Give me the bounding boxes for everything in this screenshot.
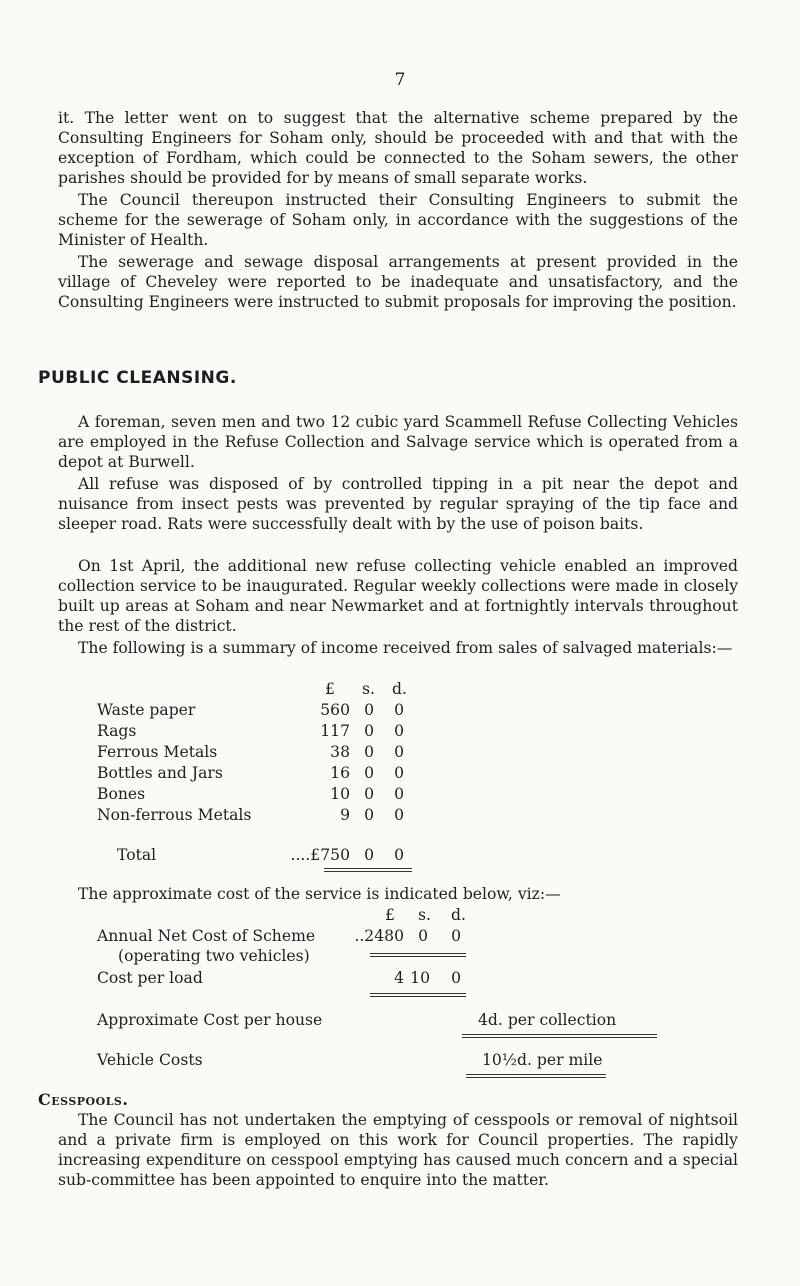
annual-cost-pence: 0 [451, 927, 461, 945]
paragraph-refuse-tipping: All refuse was disposed of by controlled tipping in a pit near the depot and nuisance from insect pests was prevented by regular spraying of the tip face and sleeper road. Rats were successfully dealt with by the use of poison baits. [58, 475, 738, 533]
row-label: Ferrous Metals [97, 743, 218, 761]
row-pounds: 117 [320, 722, 350, 740]
row-pence: 0 [394, 785, 404, 803]
annual-cost-pounds: ..2480 [354, 927, 404, 945]
row-pence: 0 [394, 701, 404, 719]
section-heading-public-cleansing: PUBLIC CLEANSING. [38, 368, 237, 388]
paragraph-cesspools: The Council has not undertaken the emptying of cesspools or removal of nightsoil and a private firm is employed on this work for Council properties. The rapidly increasing expenditure on cesspool emptying has caused much concern and a special sub-committee has been appointed to enquire into the matter. [58, 1111, 738, 1189]
load-cost-pounds: 4 [394, 969, 404, 987]
load-cost-pence: 0 [451, 969, 461, 987]
header-shillings: s. [362, 680, 375, 698]
paragraph-sewerage-letter: it. The letter went on to suggest that the alternative scheme prepared by the Consulting Engineers for Soham only, should be proceeded with and that with the exception of Fordham, which could be connected to the Soham sewers, the other parishes should be provided for by means of small separate works. [58, 109, 738, 187]
table-row [0, 700, 800, 720]
row-shillings: 0 [364, 743, 374, 761]
table-row [0, 742, 800, 762]
header-shillings: s. [418, 906, 431, 924]
row-pounds: 16 [330, 764, 350, 782]
header-pounds: £ [325, 680, 335, 698]
row-pounds: 9 [340, 806, 350, 824]
vehicle-cost-value: 10½d. per mile [482, 1051, 603, 1069]
row-shillings: 0 [364, 764, 374, 782]
total-double-rule [324, 868, 412, 872]
table-row [0, 968, 800, 988]
vehicle-double-rule [466, 1074, 606, 1078]
row-shillings: 0 [364, 701, 374, 719]
row-pounds: 10 [330, 785, 350, 803]
paragraph-new-vehicle: On 1st April, the additional new refuse collecting vehicle enabled an improved collection service to be inaugurated. Regular weekly collections were made in closely built up areas at Soham and near Newmarket and at fortnightly intervals throughout the rest of the district. [58, 557, 738, 635]
paragraph-instruction: The Council thereupon instructed their Consulting Engineers to submit the scheme for the sewerage of Soham only, in accordance with the suggestions of the Minister of Health. [58, 191, 738, 249]
annual-cost-shillings: 0 [418, 927, 428, 945]
paragraph-salvage-intro: The following is a summary of income received from sales of salvaged materials:— [78, 639, 733, 657]
table-row [0, 1010, 800, 1030]
annual-cost-label: Annual Net Cost of Scheme [97, 927, 316, 945]
table-row [0, 1050, 800, 1070]
row-pence: 0 [394, 806, 404, 824]
row-pence: 0 [394, 743, 404, 761]
row-shillings: 0 [364, 785, 374, 803]
table-row [0, 926, 800, 946]
house-cost-value: 4d. per collection [478, 1011, 617, 1029]
row-shillings: 0 [364, 806, 374, 824]
row-label: Non-ferrous Metals [97, 806, 252, 824]
section-heading-cesspools: Cesspools. [38, 1090, 129, 1109]
row-label: Rags [97, 722, 137, 740]
load-cost-shillings: 10 [410, 969, 430, 987]
table-row [0, 721, 800, 741]
paragraph-cheveley: The sewerage and sewage disposal arrangements at present provided in the village of Cheveley were reported to be inadequate and unsatisfactory, and the Consulting Engineers were instructed to submit proposals for improving the position. [58, 253, 738, 311]
row-pence: 0 [394, 764, 404, 782]
row-pence: 0 [394, 722, 404, 740]
total-label: Total [117, 846, 157, 864]
table-row [0, 763, 800, 783]
load-cost-label: Cost per load [97, 969, 203, 987]
row-label: Bones [97, 785, 146, 803]
total-row [0, 845, 800, 865]
row-label: Waste paper [97, 701, 196, 719]
load-double-rule [370, 993, 466, 997]
header-pence: d. [392, 680, 407, 698]
row-label: Bottles and Jars [97, 764, 223, 782]
vehicle-cost-label: Vehicle Costs [97, 1051, 203, 1069]
house-double-rule [462, 1034, 657, 1038]
annual-double-rule [370, 953, 466, 957]
row-shillings: 0 [364, 722, 374, 740]
total-shillings: 0 [364, 846, 374, 864]
row-pounds: 38 [330, 743, 350, 761]
paragraph-foreman: A foreman, seven men and two 12 cubic yard Scammell Refuse Collecting Vehicles are employed in the Refuse Collection and Salvage service which is operated from a depot at Burwell. [58, 413, 738, 471]
header-pounds: £ [385, 906, 395, 924]
row-pounds: 560 [320, 701, 350, 719]
paragraph-cost-intro: The approximate cost of the service is indicated below, viz:— [78, 885, 561, 903]
total-pence: 0 [394, 846, 404, 864]
header-pence: d. [451, 906, 466, 924]
house-cost-label: Approximate Cost per house [97, 1011, 323, 1029]
page-number: 7 [394, 70, 406, 90]
table-row [0, 784, 800, 804]
table-row [0, 805, 800, 825]
annual-cost-sublabel: (operating two vehicles) [118, 947, 310, 965]
total-pounds: ....£750 [290, 846, 350, 864]
